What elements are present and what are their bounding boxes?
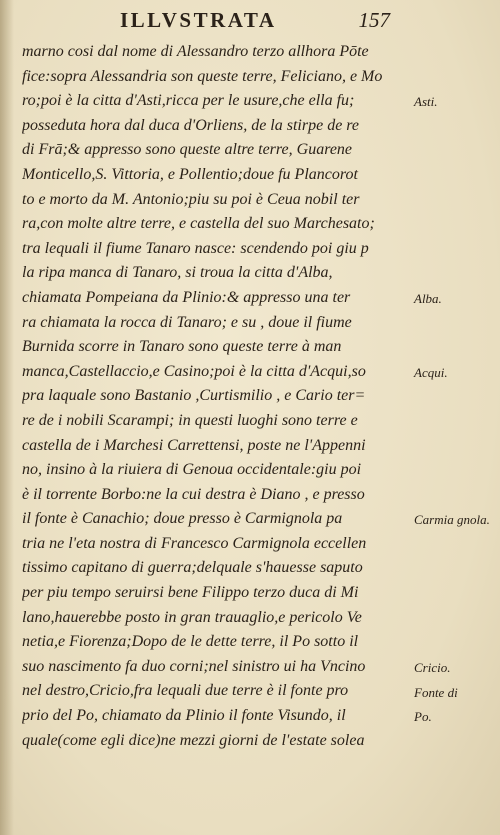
text-line: ra chiamata la rocca di Tanaro; e su , doue il fiume xyxy=(22,313,352,331)
margin-note: Asti. xyxy=(414,94,438,110)
margin-note: Fonte di xyxy=(414,684,458,700)
margin-note: Cricio. xyxy=(414,660,451,675)
text-line: per piu tempo seruirsi bene Filippo terzo duca di Mi xyxy=(22,584,359,602)
text-line: suo nascimento fa duo corni;nel sinistro ui ha Vncino xyxy=(22,657,366,675)
text-line: è il torrente Borbo:ne la cui destra è Diano , e presso xyxy=(22,485,365,503)
text-line: re de i nobili Scarampi; in questi luoghi sono terre e xyxy=(22,411,358,429)
text-line: quale(come egli dice)ne mezzi giorni de l'estate solea xyxy=(22,731,365,749)
text-line: il fonte è Canachio; doue presso è Carmignola pa xyxy=(22,510,343,528)
text-line: to e morto da M. Antonio;piu su poi è Ceua nobil ter xyxy=(22,190,360,208)
page-header xyxy=(120,8,390,33)
text-line: prio del Po, chiamato da Plinio il fonte Visundo, il xyxy=(22,707,346,725)
margin-note: Acqui. xyxy=(414,364,448,380)
text-line: chiamata Pompeiana da Plinio:& appresso una ter xyxy=(22,288,351,306)
text-line: Monticello,S. Vittoria, e Pollentio;doue fu Plancorot xyxy=(22,165,358,183)
body-text xyxy=(22,40,490,753)
text-line: castella de i Marchesi Carrettensi, poste ne l'Appenni xyxy=(22,436,366,454)
text-line: la ripa manca di Tanaro, si troua la citta d'Alba, xyxy=(22,264,333,282)
text-line: fice:sopra Alessandria son queste terre, Feliciano, e Mo xyxy=(22,67,383,85)
text-line: lano,hauerebbe posto in gran trauaglio,e pericolo Ve xyxy=(22,608,362,626)
text-line: pra laquale sono Bastanio ,Curtismilio , e Cario ter= xyxy=(22,387,366,405)
text-line: tissimo capitano di guerra;delquale s'hauesse saputo xyxy=(22,559,363,577)
text-line: di Frā;& appresso sono queste altre terre, Guarene xyxy=(22,141,353,159)
text-line: nel destro,Cricio,fra lequali due terre è il fonte pro xyxy=(22,682,349,700)
margin-note: Po. xyxy=(414,709,432,725)
running-title: ILLVSTRATA xyxy=(120,8,277,32)
page-gutter-shadow xyxy=(0,0,14,835)
text-line: marno cosi dal nome di Alessandro terzo allhora Pōte xyxy=(22,43,369,60)
text-line: posseduta hora dal duca d'Orliens, de la stirpe de re xyxy=(22,116,360,134)
text-line: no, insino à la riuiera di Genoua occidentale:giu poi xyxy=(22,461,362,479)
text-line: ro;poi è la citta d'Asti,ricca per le usure,che ella fu; xyxy=(22,92,355,110)
text-line: tra lequali il fiume Tanaro nasce: scendendo poi giu p xyxy=(22,239,369,257)
page-number: 157 xyxy=(358,8,390,32)
text-line: netia,e Fiorenza;Dopo de le dette terre, il Po sotto il xyxy=(22,633,359,651)
margin-note: Carmia gnola. xyxy=(414,512,490,528)
text-line: ra,con molte altre terre, e castella del suo Marchesato; xyxy=(22,215,375,233)
margin-note: Alba. xyxy=(414,291,442,306)
text-line: tria ne l'eta nostra di Francesco Carmignola eccellen xyxy=(22,534,367,552)
text-line: Burnida scorre in Tanaro sono queste terre à man xyxy=(22,338,342,356)
text-line: manca,Castellaccio,e Casino;poi è la citta d'Acqui,so xyxy=(22,362,366,380)
